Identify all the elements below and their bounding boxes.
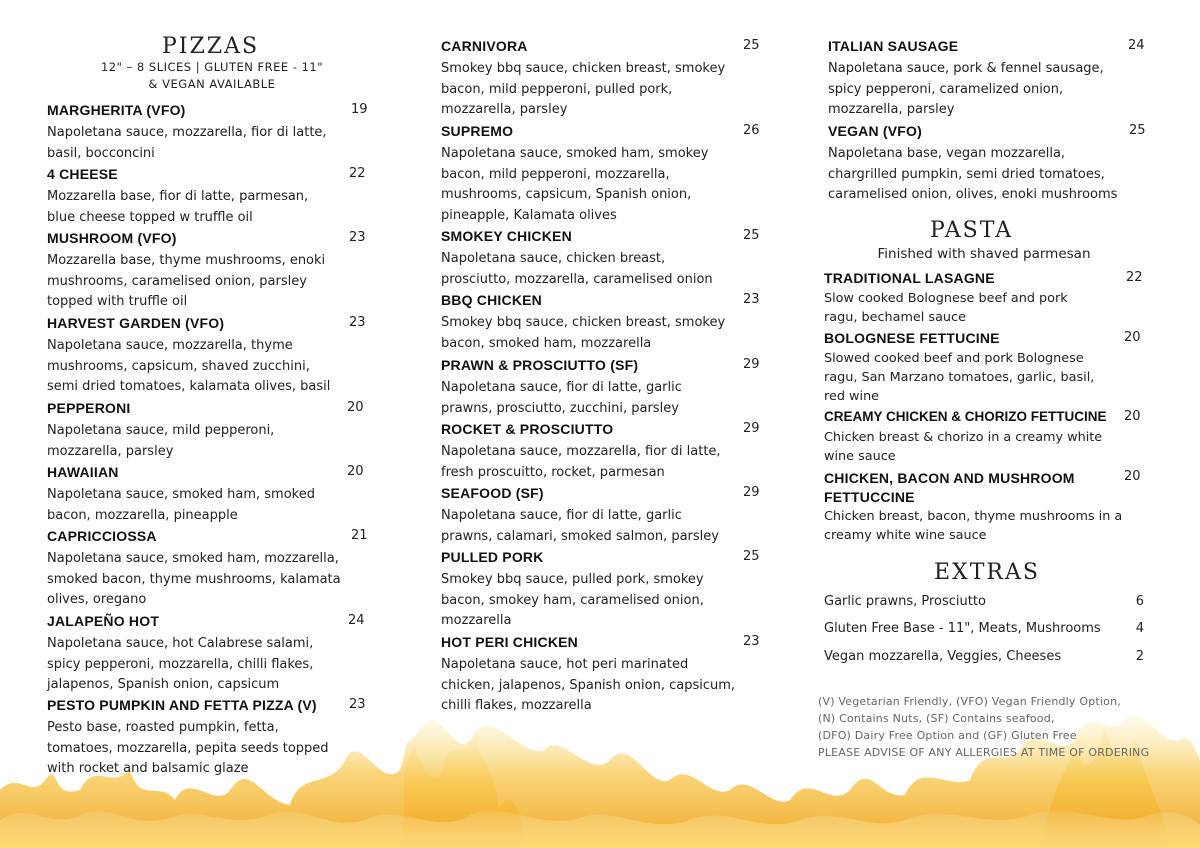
item-description: Napoletana sauce, mild pepperoni, mozzarella, parsley (47, 423, 275, 459)
item-name: VEGAN (VFO) (828, 123, 922, 139)
pizzas-subheading-2: & VEGAN AVAILABLE (148, 77, 276, 91)
item-name: SMOKEY CHICKEN (441, 228, 572, 244)
item-description: Napoletana sauce, mozzarella, fior di latte, basil, bocconcini (47, 125, 327, 161)
item-description: Napoletana sauce, hot peri marinated chicken, jalapenos, Spanish onion, capsicum, chilli flakes, mozzarella (441, 657, 736, 714)
item-price: 25 (743, 228, 760, 243)
item-description: Napoletana sauce, mozzarella, thyme mushrooms, capsicum, shaved zucchini, semi dried tomatoes, kalamata olives, basil (47, 338, 331, 395)
item-name: HAWAIIAN (47, 464, 119, 480)
dietary-note-line: (V) Vegetarian Friendly, (VFO) Vegan Friendly Option, (818, 695, 1121, 708)
item-price: 23 (743, 292, 760, 307)
pizzas-heading: PIZZAS (162, 34, 260, 59)
item-price: 20 (347, 464, 364, 479)
item-description: Napoletana sauce, mozzarella, fior di latte, fresh proscuitto, rocket, parmesan (441, 444, 721, 480)
item-name: SEAFOOD (SF) (441, 485, 544, 501)
item-price: 25 (1129, 123, 1146, 138)
item-description: Slowed cooked beef and pork Bolognese ragu, San Marzano tomatoes, garlic, basil, red wine (824, 351, 1095, 404)
item-description: Smokey bbq sauce, chicken breast, smokey bacon, mild pepperoni, pulled pork, mozzarella, parsley (441, 61, 726, 118)
dietary-notes (818, 693, 1149, 761)
item-name: CHICKEN, BACON AND MUSHROOM FETTUCCINE (824, 470, 1075, 505)
item-name: HARVEST GARDEN (VFO) (47, 315, 225, 331)
item-description: Smokey bbq sauce, pulled pork, smokey bacon, smokey ham, caramelised onion, mozzarella (441, 572, 704, 629)
dietary-note-line: (N) Contains Nuts, (SF) Contains seafood, (818, 712, 1055, 725)
item-description: Napoletana sauce, smoked ham, smoked bacon, mozzarella, pineapple (47, 487, 315, 523)
item-price: 23 (349, 697, 366, 712)
item-name: PEPPERONI (47, 400, 131, 416)
item-price: 24 (348, 613, 365, 628)
extras-price: 6 (1135, 594, 1144, 609)
item-name: ITALIAN SAUSAGE (828, 38, 959, 54)
extras-price: 2 (1135, 649, 1144, 664)
item-name: CREAMY CHICKEN & CHORIZO FETTUCINE (824, 409, 1107, 424)
item-description: Napoletana sauce, hot Calabrese salami, spicy pepperoni, mozzarella, chilli flakes, jalapenos, Spanish onion, capsicum (47, 636, 314, 693)
item-description: Napoletana sauce, chicken breast, prosciutto, mozzarella, caramelised onion (441, 251, 713, 287)
item-description: Mozzarella base, fior di latte, parmesan, blue cheese topped w truffle oil (47, 189, 309, 225)
item-price: 26 (743, 123, 760, 138)
extras-label: Gluten Free Base - 11", Meats, Mushrooms (824, 621, 1101, 636)
item-name: BOLOGNESE FETTUCINE (824, 330, 1000, 346)
item-name: CARNIVORA (441, 38, 528, 54)
item-name: PRAWN & PROSCIUTTO (SF) (441, 357, 639, 373)
pizzas-subheading-1: 12" – 8 SLICES | GLUTEN FREE - 11" (100, 60, 324, 74)
item-description: Napoletana sauce, smoked ham, mozzarella, smoked bacon, thyme mushrooms, kalamata olives, oregano (47, 551, 341, 608)
item-description: Chicken breast & chorizo in a creamy white wine sauce (824, 430, 1103, 464)
item-description: Napoletana sauce, fior di latte, garlic prawns, calamari, smoked salmon, parsley (441, 508, 719, 544)
item-description: Napoletana sauce, smoked ham, smokey bacon, mild pepperoni, mozzarella, mushrooms, capsicum, Spanish onion, pineapple, Kalamata olives (441, 146, 709, 223)
item-price: 24 (1128, 38, 1145, 53)
item-price: 23 (349, 230, 366, 245)
extras-heading: EXTRAS (934, 560, 1040, 585)
item-price: 20 (1124, 469, 1141, 484)
item-price: 22 (349, 166, 366, 181)
item-name: HOT PERI CHICKEN (441, 634, 578, 650)
item-description: Chicken breast, bacon, thyme mushrooms in a creamy white wine sauce (824, 509, 1123, 543)
item-name: CAPRICCIOSSA (47, 528, 157, 544)
item-price: 20 (347, 400, 364, 415)
item-description: Mozzarella base, thyme mushrooms, enoki mushrooms, caramelised onion, parsley topped with truffle oil (47, 253, 326, 310)
item-name: 4 CHEESE (47, 166, 118, 182)
item-price: 20 (1124, 409, 1141, 424)
item-price: 29 (743, 421, 760, 436)
item-price: 25 (743, 38, 760, 53)
item-price: 23 (743, 634, 760, 649)
extras-label: Garlic prawns, Prosciutto (824, 594, 986, 609)
item-price: 21 (351, 528, 368, 543)
item-name: PULLED PORK (441, 549, 544, 565)
allergy-notice: PLEASE ADVISE OF ANY ALLERGIES AT TIME OF ORDERING (818, 746, 1150, 759)
item-price: 29 (743, 485, 760, 500)
item-price: 22 (1126, 270, 1143, 285)
extras-price: 4 (1135, 621, 1144, 636)
item-name: PESTO PUMPKIN AND FETTA PIZZA (V) (47, 697, 317, 713)
item-name: SUPREMO (441, 123, 514, 139)
item-name: MARGHERITA (VFO) (47, 102, 186, 118)
item-description: Smokey bbq sauce, chicken breast, smokey bacon, smoked ham, mozzarella (441, 315, 726, 351)
item-name: BBQ CHICKEN (441, 292, 542, 308)
dietary-note-line: (DFO) Dairy Free Option and (GF) Gluten Free (818, 729, 1077, 742)
item-description: Napoletana sauce, fior di latte, garlic prawns, prosciutto, zucchini, parsley (441, 380, 682, 416)
item-price: 19 (351, 102, 368, 117)
extras-label: Vegan mozzarella, Veggies, Cheeses (824, 649, 1062, 664)
item-price: 20 (1124, 330, 1141, 345)
item-description: Pesto base, roasted pumpkin, fetta, tomatoes, mozzarella, pepita seeds topped with rocket and balsamic glaze (47, 720, 329, 777)
item-name: ROCKET & PROSCIUTTO (441, 421, 614, 437)
item-description: Napoletana sauce, pork & fennel sausage, spicy pepperoni, caramelized onion, mozzarella, parsley (828, 61, 1104, 118)
item-name: TRADITIONAL LASAGNE (824, 270, 995, 286)
item-price: 23 (349, 315, 366, 330)
item-price: 29 (743, 357, 760, 372)
pasta-heading: PASTA (930, 218, 1014, 243)
item-description: Slow cooked Bolognese beef and pork ragu, bechamel sauce (824, 291, 1068, 325)
item-price: 25 (743, 549, 760, 564)
item-description: Napoletana base, vegan mozzarella, chargrilled pumpkin, semi dried tomatoes, caramelised onion, olives, enoki mushrooms (828, 146, 1118, 203)
pasta-subheading: Finished with shaved parmesan (877, 246, 1091, 262)
item-name: JALAPEÑO HOT (47, 613, 160, 629)
item-name: MUSHROOM (VFO) (47, 230, 177, 246)
